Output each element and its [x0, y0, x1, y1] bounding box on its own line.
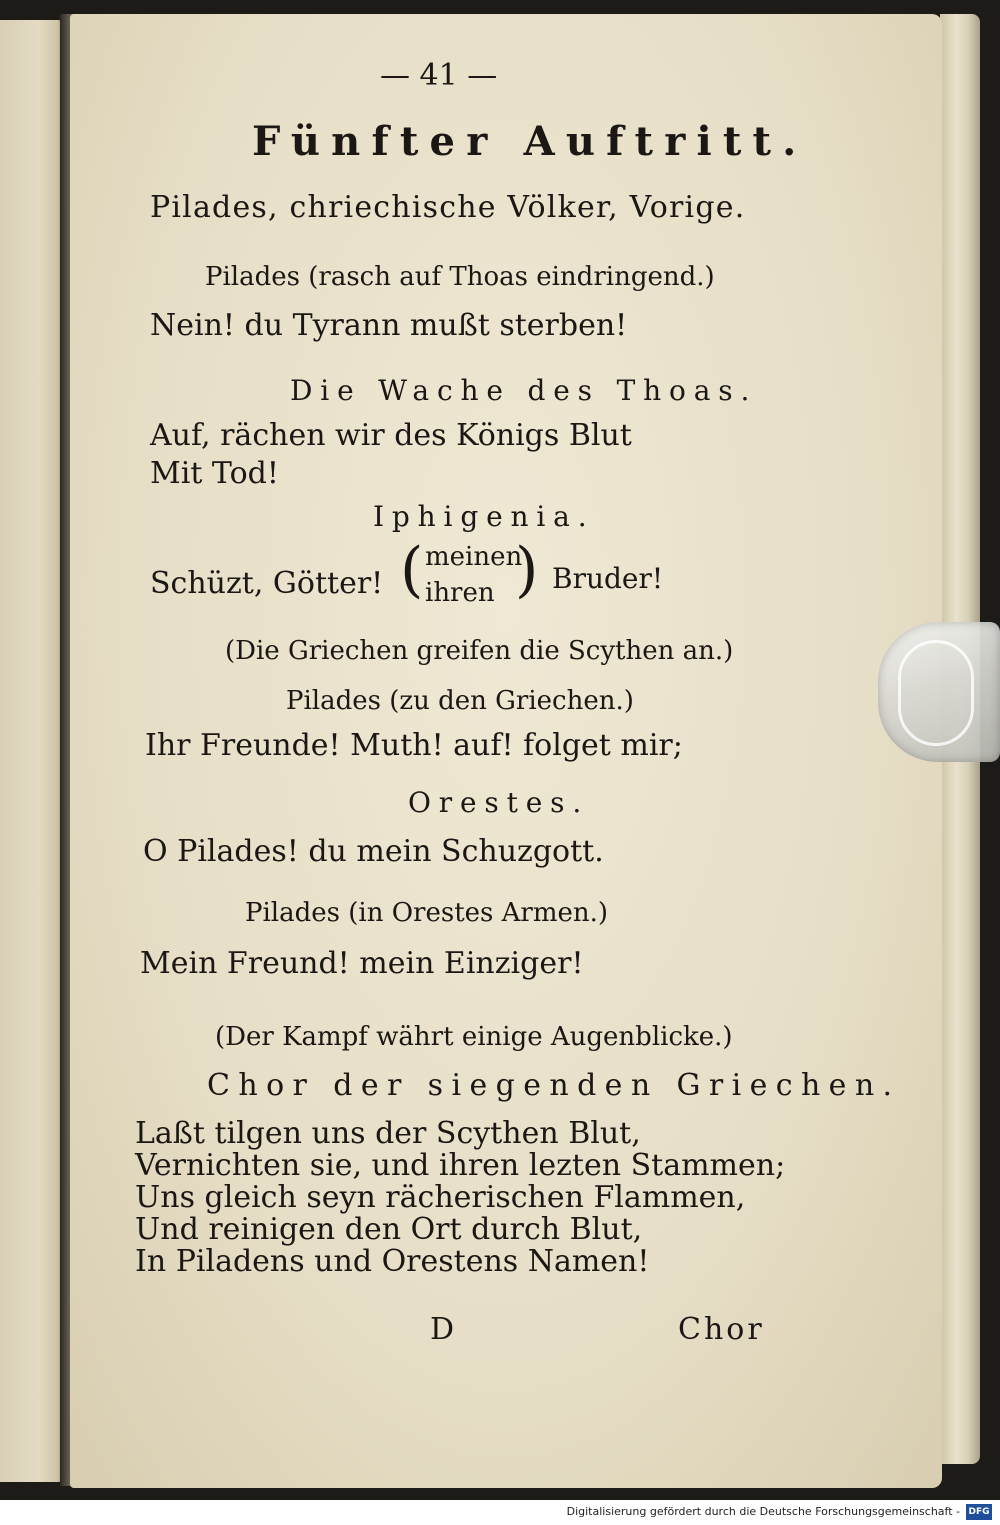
line-iphigenia-end: Bruder! [552, 562, 664, 595]
speaker-pilades-1: Pilades (rasch auf Thoas eindringend.) [205, 262, 715, 292]
chorus-line: Und reinigen den Ort durch Blut, [135, 1212, 643, 1247]
line-wache-1: Auf, rächen wir des Königs Blut [150, 418, 632, 453]
line-iphigenia-lower: ihren [425, 578, 495, 608]
page-clip-highlight [898, 640, 974, 746]
speaker-iphigenia: Iphigenia. [373, 500, 595, 533]
signature-mark: D [430, 1312, 455, 1347]
dfg-logo: DFG [966, 1504, 992, 1520]
left-parenthesis: ( [400, 535, 424, 605]
speaker-orestes: Orestes. [408, 786, 590, 819]
page-number: — 41 — [380, 58, 498, 93]
speaker-pilades-2: Pilades (zu den Griechen.) [286, 686, 634, 716]
stage-direction-2: (Der Kampf währt einige Augenblicke.) [215, 1022, 733, 1052]
scene-title: Fünfter Auftritt. [252, 118, 808, 165]
speaker-chor: Chor der siegenden Griechen. [207, 1068, 901, 1103]
footer-credit: Digitalisierung gefördert durch die Deutsche Forschungsgemeinschaft - [566, 1505, 960, 1518]
character-list: Pilades, chriechische Völker, Vorige. [150, 190, 746, 225]
speaker-pilades-3: Pilades (in Orestes Armen.) [245, 898, 609, 928]
chorus-line: Uns gleich seyn rächerischen Flammen, [135, 1180, 746, 1215]
line-iphigenia-start: Schüzt, Götter! [150, 566, 384, 601]
left-page-edge [0, 20, 64, 1482]
footer-bar [0, 1500, 1000, 1525]
line-orestes: O Pilades! du mein Schuzgott. [143, 834, 604, 869]
catchword: Chor [678, 1312, 765, 1347]
chorus-line: In Piladens und Orestens Namen! [135, 1244, 650, 1279]
chorus-line: Laßt tilgen uns der Scythen Blut, [135, 1116, 641, 1151]
speaker-wache: Die Wache des Thoas. [290, 374, 758, 407]
line-pilades-3: Mein Freund! mein Einziger! [140, 946, 584, 981]
line-wache-2: Mit Tod! [150, 456, 279, 491]
line-pilades-2: Ihr Freunde! Muth! auf! folget mir; [145, 728, 683, 763]
right-parenthesis: ) [515, 535, 539, 605]
chorus-line: Vernichten sie, und ihren lezten Stammen; [135, 1148, 786, 1183]
stage-direction-1: (Die Griechen greifen die Scythen an.) [225, 636, 734, 666]
line-pilades-1: Nein! du Tyrann mußt sterben! [150, 308, 628, 343]
line-iphigenia-upper: meinen [425, 542, 523, 572]
